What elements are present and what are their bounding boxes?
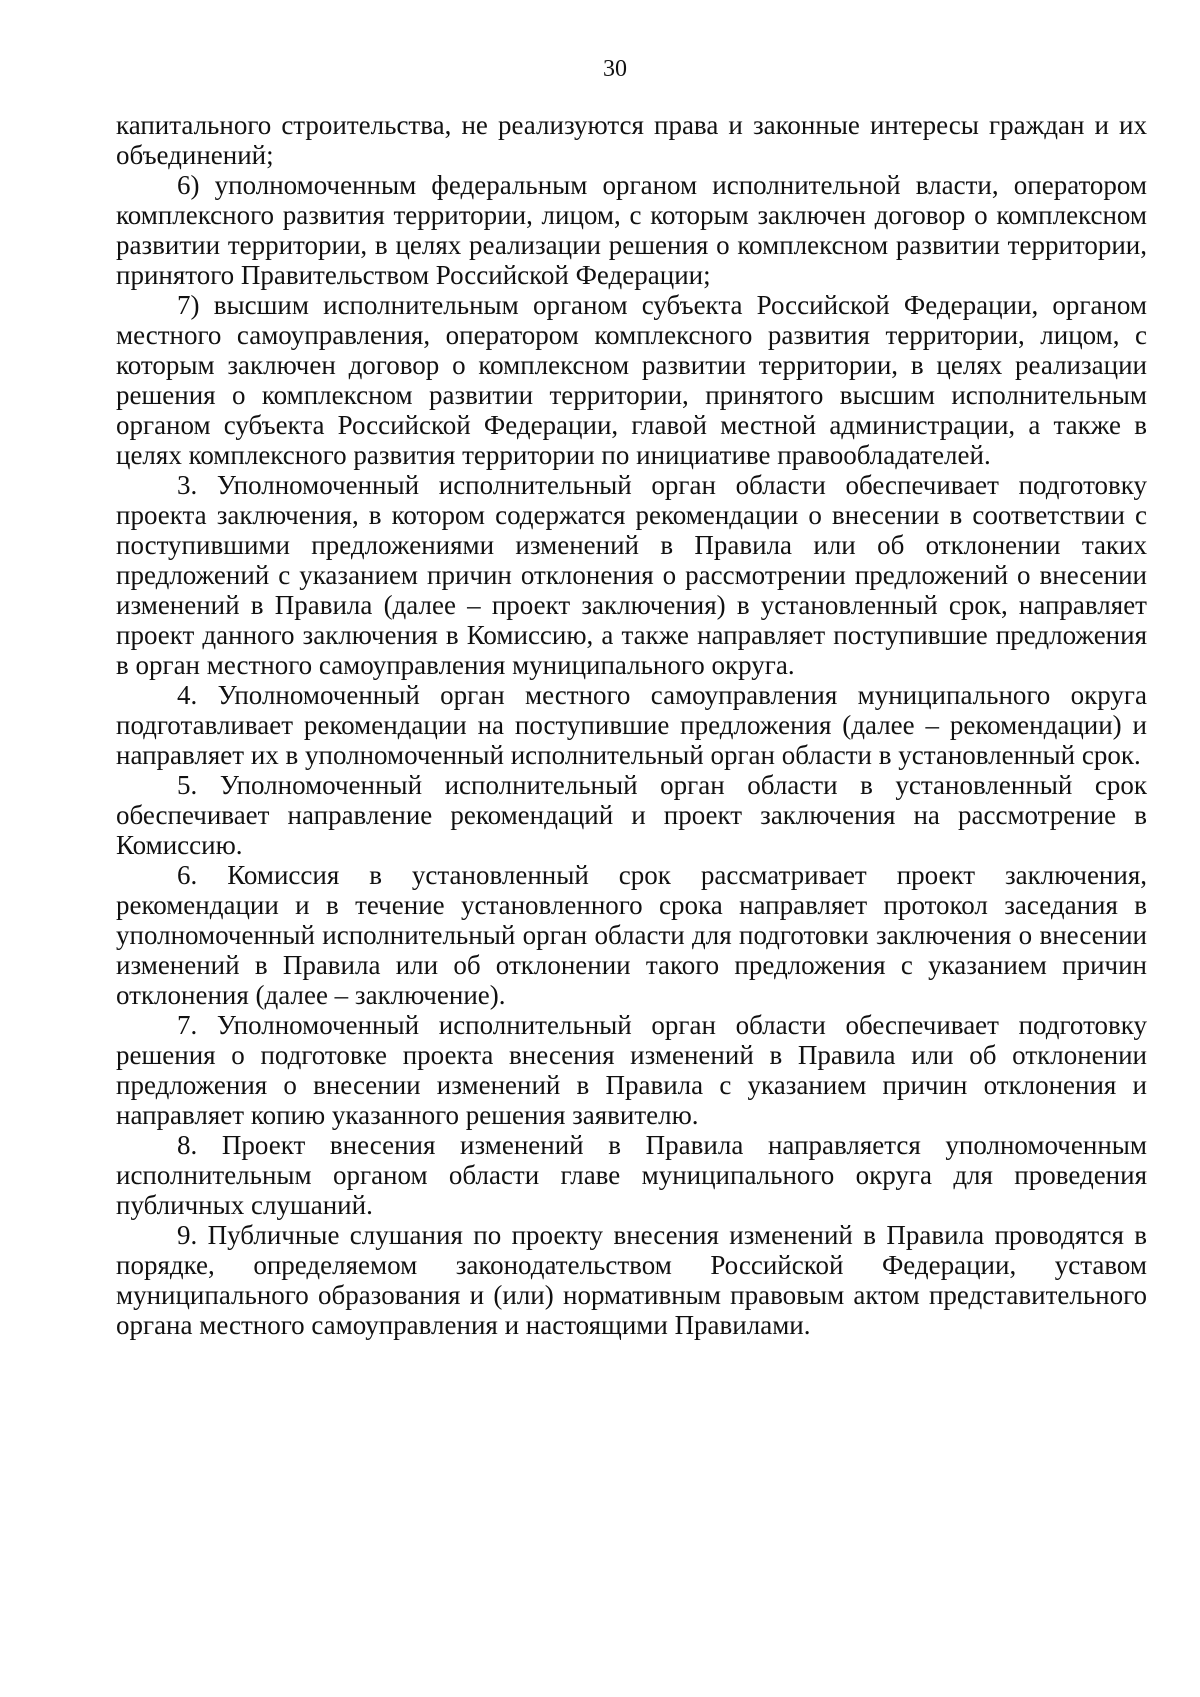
document-body	[116, 110, 1147, 1340]
paragraph-item-6: 6) уполномоченным федеральным органом исполнительной власти, оператором комплексного развития территории, лицом, с которым заключен договор о комплексном развитии территории, в целях реализации решения о комплексном развитии территории, принятого Правительством Российской Федерации;	[116, 170, 1147, 290]
paragraph-point-6: 6. Комиссия в установленный срок рассматривает проект заключения, рекомендации и в течение установленного срока направляет протокол заседания в уполномоченный исполнительный орган области для подготовки заключения о внесении изменений в Правила или об отклонении такого предложения с указанием причин отклонения (далее – заключение).	[116, 860, 1147, 1010]
paragraph-point-7: 7. Уполномоченный исполнительный орган области обеспечивает подготовку решения о подготовке проекта внесения изменений в Правила или об отклонении предложения о внесении изменений в Правила с указанием причин отклонения и направляет копию указанного решения заявителю.	[116, 1010, 1147, 1130]
paragraph-point-9: 9. Публичные слушания по проекту внесения изменений в Правила проводятся в порядке, определяемом законодательством Российской Федерации, уставом муниципального образования и (или) нормативным правовым актом представительного органа местного самоуправления и настоящими Правилами.	[116, 1220, 1147, 1340]
paragraph-item-7: 7) высшим исполнительным органом субъекта Российской Федерации, органом местного самоуправления, оператором комплексного развития территории, лицом, с которым заключен договор о комплексном развитии территории, в целях реализации решения о комплексном развитии территории, принятого высшим исполнительным органом субъекта Российской Федерации, главой местной администрации, а также в целях комплексного развития территории по инициативе правообладателей.	[116, 290, 1147, 470]
paragraph-point-5: 5. Уполномоченный исполнительный орган области в установленный срок обеспечивает направление рекомендаций и проект заключения на рассмотрение в Комиссию.	[116, 770, 1147, 860]
paragraph-point-4: 4. Уполномоченный орган местного самоуправления муниципального округа подготавливает рекомендации на поступившие предложения (далее – рекомендации) и направляет их в уполномоченный исполнительный орган области в установленный срок.	[116, 680, 1147, 770]
paragraph-point-3: 3. Уполномоченный исполнительный орган области обеспечивает подготовку проекта заключения, в котором содержатся рекомендации о внесении в соответствии с поступившими предложениями изменений в Правила или об отклонении таких предложений с указанием причин отклонения о рассмотрении предложений о внесении изменений в Правила (далее – проект заключения) в установленный срок, направляет проект данного заключения в Комиссию, а также направляет поступившие предложения в орган местного самоуправления муниципального округа.	[116, 470, 1147, 680]
page-number: 30	[603, 56, 627, 82]
paragraph-point-8: 8. Проект внесения изменений в Правила направляется уполномоченным исполнительным органом области главе муниципального округа для проведения публичных слушаний.	[116, 1130, 1147, 1220]
paragraph-continuation: капитального строительства, не реализуются права и законные интересы граждан и их объединений;	[116, 110, 1147, 170]
